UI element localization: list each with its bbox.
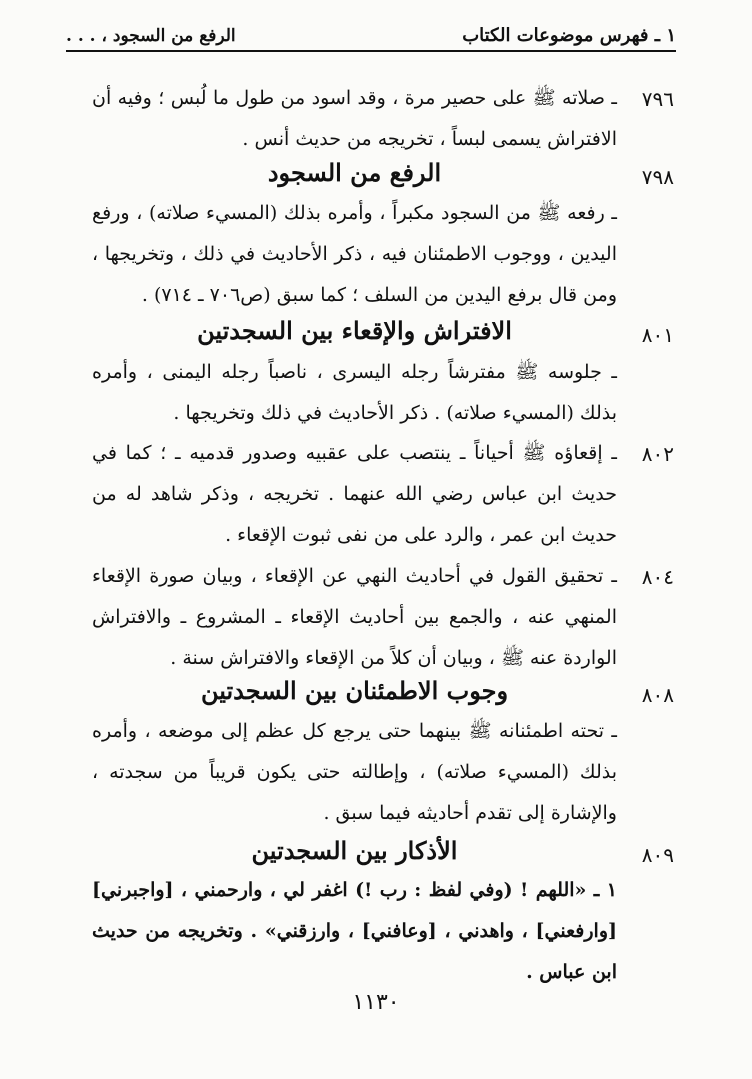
running-head-section: الرفع من السجود ، . . . bbox=[66, 26, 236, 46]
entry-page-number: ٧٩٦ bbox=[641, 87, 674, 111]
section-heading: الرفع من السجود bbox=[267, 158, 442, 187]
entry-text: ـ إقعاؤه ﷺ أحياناً ـ ينتصب على عقبيه وصدور قدميه ـ ؛ كما في حديث ابن عباس رضي الله عنهما . تخريجه ، وذكر شاهد له من حديث ابن عمر ، والرد على من نفى ثبوت الإقعاء . bbox=[92, 442, 617, 546]
entry-page-number: ٨٠٢ bbox=[641, 442, 674, 466]
entry-page-number: ٨٠١ bbox=[641, 323, 674, 347]
section-heading: الأذكار بين السجدتين bbox=[251, 836, 458, 865]
entry-page-number: ٨٠٤ bbox=[641, 565, 674, 589]
entry-text: ـ تحته اطمئنانه ﷺ بينهما حتى يرجع كل عظم إلى موضعه ، وأمره بذلك (المسيء صلاته) ، وإطالته حتى يكون قريباً من سجدته ، والإشارة إلى تقدم أحاديثه فيما سبق . bbox=[92, 720, 617, 824]
entry-page-number: ٨٠٨ bbox=[641, 683, 674, 707]
entry-text: ـ جلوسه ﷺ مفترشاً رجله اليسرى ، ناصباً رجله اليمنى ، وأمره بذلك (المسيء صلاته) . ذكر الأحاديث في ذلك وتخريجها . bbox=[92, 361, 617, 424]
entry-page-number: ٧٩٨ bbox=[641, 165, 674, 189]
section-heading: الافتراش والإقعاء بين السجدتين bbox=[197, 316, 512, 345]
entry-text: ـ صلاته ﷺ على حصير مرة ، وقد اسود من طول ما لُبس ؛ وفيه أن الافتراش يسمى لبساً ، تخريجه من حديث أنس . bbox=[92, 87, 617, 150]
page-number: ١١٣٠ bbox=[352, 990, 400, 1015]
section-heading: وجوب الاطمئنان بين السجدتين bbox=[200, 676, 509, 705]
running-head-title: ١ ـ فهرس موضوعات الكتاب bbox=[462, 25, 676, 46]
entry-text: ـ رفعه ﷺ من السجود مكبراً ، وأمره بذلك (المسيء صلاته) ، ورفع اليدين ، ووجوب الاطمئنان فيه ، ذكر الأحاديث في ذلك ، وتخريجها ، ومن قال برفع اليدين من السلف ؛ كما سبق (ص٧٠٦ ـ ٧١٤) . bbox=[92, 202, 617, 306]
entry-page-number: ٨٠٩ bbox=[641, 843, 674, 867]
running-head bbox=[66, 18, 676, 52]
entry-text: ١ ـ «اللهم ! (وفي لفظ : رب !) اغفر لي ، وارحمني ، [واجبرني] [وارفعني] ، واهدني ، [وعافني] ، وارزقني» . وتخريجه من حديث ابن عباس . bbox=[92, 879, 617, 983]
entry-text: ـ تحقيق القول في أحاديث النهي عن الإقعاء ، وبيان صورة الإقعاء المنهي عنه ، والجمع بين أحاديث الإقعاء ـ المشروع ـ والافتراش الواردة عنه ﷺ ، وبيان أن كلاً من الإقعاء والافتراش سنة . bbox=[92, 565, 617, 669]
